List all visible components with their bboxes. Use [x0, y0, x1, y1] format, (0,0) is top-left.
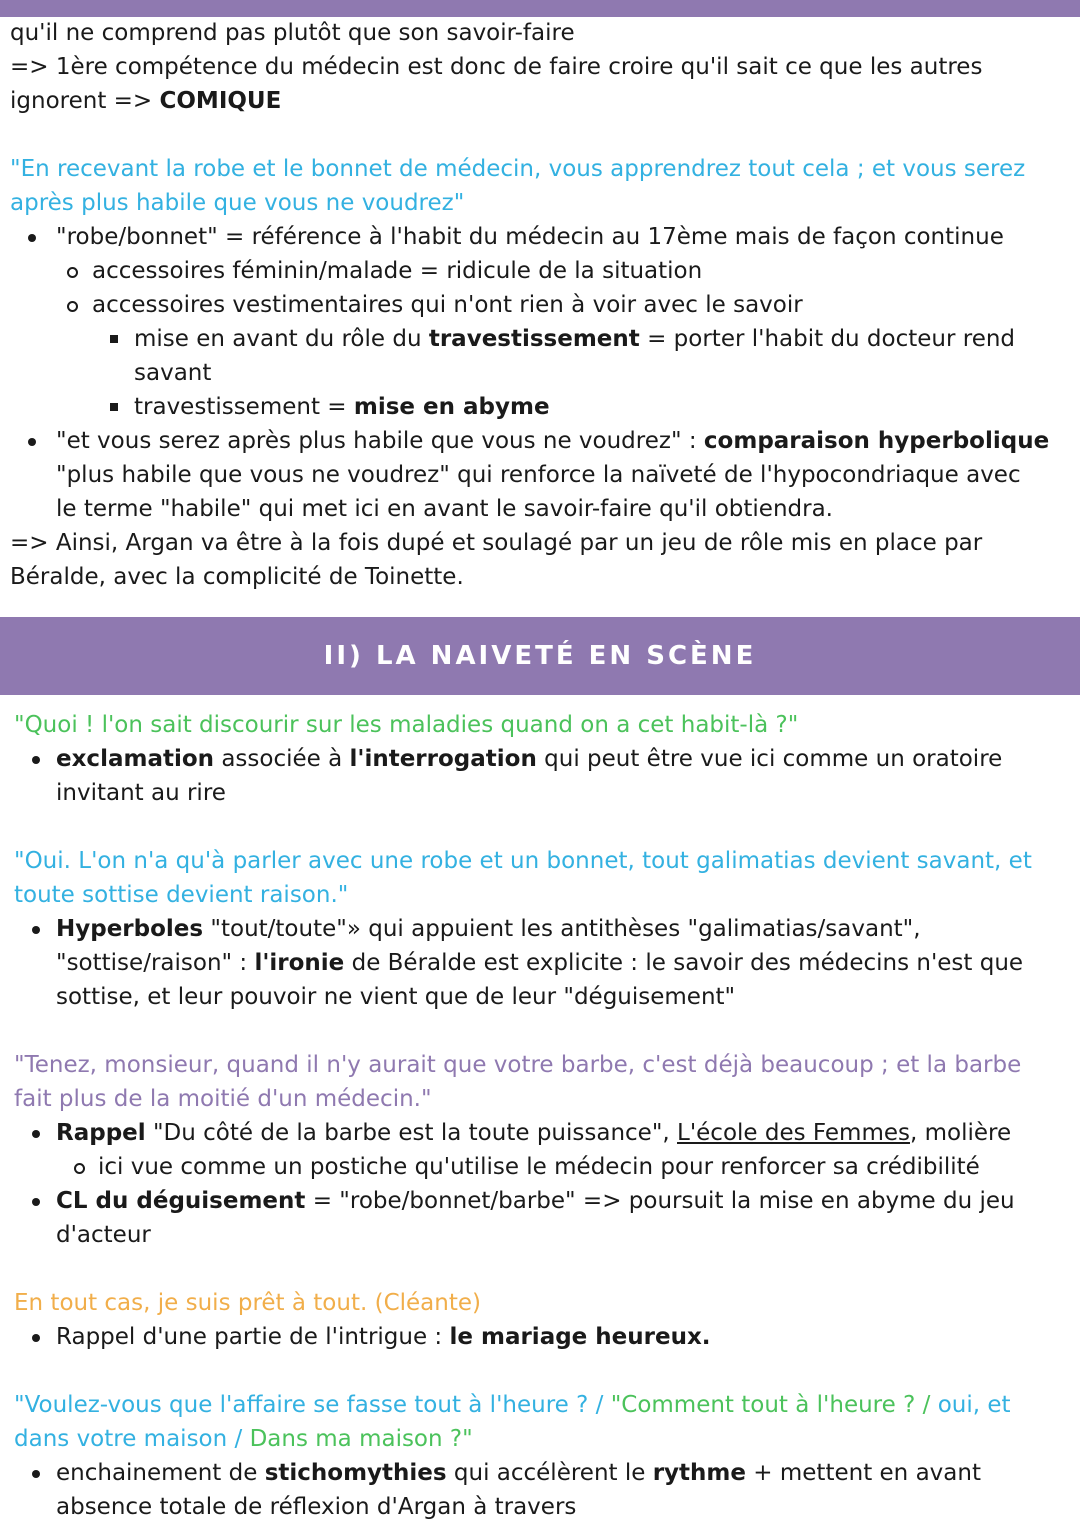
bullet-dot-icon — [32, 1198, 40, 1206]
list-item-cont: sottise, et leur pouvoir ne vient que de leur "déguisement" — [56, 984, 736, 1010]
bullet-dot-icon — [32, 926, 40, 934]
quote-line: "Oui. L'on n'a qu'à parler avec une robe et un bonnet, tout galimatias devient savant, et — [14, 848, 1032, 874]
list-item-cont: invitant au rire — [56, 780, 226, 806]
list-item-cont: absence totale de réflexion d'Argan à travers — [56, 1494, 577, 1520]
list-item-cont: le terme "habile" qui met ici en avant le savoir-faire qu'il obtiendra. — [56, 496, 833, 522]
keyword-comique: COMIQUE — [159, 88, 282, 114]
quote-line: "Tenez, monsieur, quand il n'y aurait que votre barbe, c'est déjà beaucoup ; et la barbe — [14, 1052, 1022, 1078]
quote-line: En tout cas, je suis prêt à tout. (Cléante) — [14, 1290, 481, 1316]
list-item: Rappel d'une partie de l'intrigue : le mariage heureux. — [14, 1320, 1060, 1354]
list-item-cont: "sottise/raison" : l'ironie de Béralde est explicite : le savoir des médecins n'est que — [56, 950, 1024, 976]
bullet-dot-icon — [32, 1334, 40, 1342]
sub-sub-list-item: mise en avant du rôle du travestissement = porter l'habit du docteur rend — [10, 322, 1060, 356]
sub-sub-list-item-cont: savant — [134, 360, 212, 386]
section-1-quote-block — [10, 152, 1060, 594]
conclusion-line: => Ainsi, Argan va être à la fois dupé et soulagé par un jeu de rôle mis en place par — [10, 530, 983, 556]
section-2-block-3 — [14, 1048, 1060, 1252]
quote-line: après plus habile que vous ne voudrez" — [10, 190, 465, 216]
section-2-block-2 — [14, 844, 1060, 1014]
quote-line: dans votre maison / Dans ma maison ?" — [14, 1426, 473, 1452]
section-2-heading: II) LA NAIVETÉ EN SCÈNE — [0, 617, 1080, 695]
list-item: exclamation associée à l'interrogation qui peut être vue ici comme un oratoire — [14, 742, 1060, 776]
bullet-circle-icon — [67, 301, 78, 312]
work-title-link: L'école des Femmes — [677, 1120, 910, 1146]
bullet-dot-icon — [28, 234, 36, 242]
list-item: CL du déguisement = "robe/bonnet/barbe" => poursuit la mise en abyme du jeu — [14, 1184, 1060, 1218]
list-item: Hyperboles "tout/toute"» qui appuient les antithèses "galimatias/savant", — [14, 912, 1060, 946]
quote-line: fait plus de la moitié d'un médecin." — [14, 1086, 432, 1112]
bullet-dot-icon — [28, 438, 36, 446]
quote-line: toute sottise devient raison." — [14, 882, 349, 908]
list-item: "et vous serez après plus habile que vous ne voudrez" : comparaison hyperbolique — [10, 424, 1060, 458]
quote-line: "Voulez-vous que l'affaire se fasse tout à l'heure ? / "Comment tout à l'heure ? / oui, et — [14, 1392, 1011, 1418]
bullet-square-icon — [110, 335, 118, 343]
bullet-dot-icon — [32, 1470, 40, 1478]
section-2-block-4 — [14, 1286, 1060, 1354]
list-item: enchainement de stichomythies qui accélèrent le rythme + mettent en avant — [14, 1456, 1060, 1490]
list-item: "robe/bonnet" = référence à l'habit du médecin au 17ème mais de façon continue — [10, 220, 1060, 254]
quote-line: "Quoi ! l'on sait discourir sur les maladies quand on a cet habit-là ?" — [14, 712, 799, 738]
section-1-intro — [10, 16, 1060, 118]
bullet-circle-icon — [74, 1163, 85, 1174]
list-item-cont: d'acteur — [56, 1222, 151, 1248]
text-line: ignorent => COMIQUE — [10, 88, 282, 114]
bullet-square-icon — [110, 403, 118, 411]
bullet-dot-icon — [32, 756, 40, 764]
sub-list-item: accessoires féminin/malade = ridicule de la situation — [10, 254, 1060, 288]
text-line: => 1ère compétence du médecin est donc de faire croire qu'il sait ce que les autres — [10, 54, 983, 80]
bullet-dot-icon — [32, 1130, 40, 1138]
sub-list-item: ici vue comme un postiche qu'utilise le médecin pour renforcer sa crédibilité — [14, 1150, 1060, 1184]
bullet-circle-icon — [67, 267, 78, 278]
top-color-bar — [0, 0, 1080, 17]
list-item: Rappel "Du côté de la barbe est la toute puissance", L'école des Femmes, molière — [14, 1116, 1060, 1150]
text-line: qu'il ne comprend pas plutôt que son savoir-faire — [10, 20, 575, 46]
quote-line: "En recevant la robe et le bonnet de médecin, vous apprendrez tout cela ; et vous serez — [10, 156, 1026, 182]
list-item-cont: "plus habile que vous ne voudrez" qui renforce la naïveté de l'hypocondriaque avec — [56, 462, 1021, 488]
sub-sub-list-item: travestissement = mise en abyme — [10, 390, 1060, 424]
sub-list-item: accessoires vestimentaires qui n'ont rien à voir avec le savoir — [10, 288, 1060, 322]
section-2-block-5 — [14, 1388, 1060, 1524]
section-2-block-1 — [14, 708, 1060, 810]
conclusion-line: Béralde, avec la complicité de Toinette. — [10, 564, 464, 590]
